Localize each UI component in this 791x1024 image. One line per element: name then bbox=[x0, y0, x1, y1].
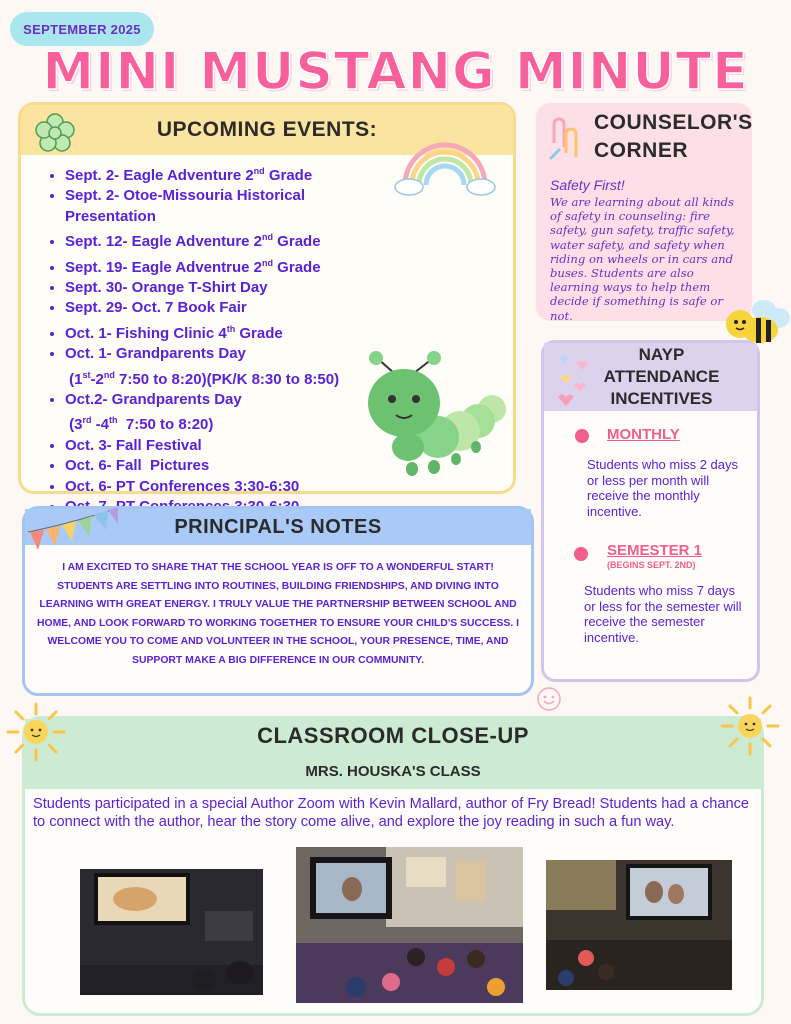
sun-icon bbox=[4, 700, 68, 764]
list-item: • Oct. 6- Fall Pictures bbox=[65, 456, 513, 476]
bunting-icon bbox=[28, 506, 120, 554]
hearts-icon bbox=[550, 349, 594, 409]
nayp-title: NAYP ATTENDANCE INCENTIVES bbox=[544, 343, 757, 411]
list-item: • Sept. 29- Oct. 7 Book Fair bbox=[65, 298, 513, 318]
counselor-title: COUNSELOR'S CORNER bbox=[594, 111, 753, 162]
flower-icon bbox=[35, 113, 75, 153]
upcoming-events-panel bbox=[18, 102, 516, 494]
counselor-subtitle: Safety First! bbox=[550, 177, 625, 193]
classroom-subtitle: MRS. HOUSKA'S CLASS bbox=[305, 763, 481, 780]
sun-icon bbox=[718, 694, 782, 758]
classroom-title: CLASSROOM CLOSE-UP bbox=[257, 723, 529, 748]
list-item: • Oct. 1- Grandparents Day (1st-2nd 7:50 to 8:20)(PK/K 8:30 to 8:50) bbox=[65, 344, 513, 390]
rainbow-icon bbox=[389, 139, 501, 199]
list-item: • Sept. 2- Otoe-Missouria Historical Presentation bbox=[65, 186, 513, 227]
classroom-text: Students participated in a special Author Zoom with Kevin Mallard, author of Fry Bread! Students had a chance to connect with the author, hear the story come alive, and explore the joy reading in such a fun way. bbox=[33, 796, 749, 830]
counselor-text: We are learning about all kinds of safety in counseling: fire safety, gun safety, traffic safety, water safety, and safety when riding on wheels or in cars and buses. Students are also learning ways to help them decide if something is safe or not. bbox=[550, 195, 735, 323]
list-item: • Sept. 19- Eagle Adventrue 2nd Grade bbox=[65, 253, 513, 278]
semester-note: (BEGINS SEPT. 2ND) bbox=[607, 560, 696, 570]
semester-bullet bbox=[574, 547, 588, 561]
classroom-closeup-panel bbox=[22, 716, 764, 1016]
date-pill: SEPTEMBER 2025 bbox=[10, 12, 154, 46]
upcoming-events-title: UPCOMING EVENTS: bbox=[21, 105, 513, 155]
newsletter-title: MINI MUSTANG MINUTE bbox=[42, 42, 749, 102]
semester-label: SEMESTER 1 bbox=[607, 542, 703, 559]
principal-title: PRINCIPAL'S NOTES bbox=[25, 509, 531, 545]
semester-text: Students who miss 7 days or less for the semester will receive the semester incentive. bbox=[584, 583, 742, 645]
list-item: • Oct. 1- Fishing Clinic 4th Grade bbox=[65, 319, 513, 344]
monthly-label: MONTHLY bbox=[607, 426, 680, 443]
list-item: • Oct. 3- Fall Festival bbox=[65, 436, 513, 456]
list-item: • Sept. 2- Eagle Adventure 2nd Grade bbox=[65, 161, 513, 186]
principal-text: I AM EXCITED TO SHARE THAT THE SCHOOL YEAR IS OFF TO A WONDERFUL START! STUDENTS ARE SETTLING INTO ROUTINES, BUILDING FRIENDSHIPS, AND DIVING INTO LEARNING WITH GREAT ENERGY. I TRULY VALUE THE PARTNERSHIP BETWEEN SCHOOL AND HOME, AND LOOK FORWARD TO WORKING TOGETHER TO ENSURE YOUR CHILD'S SUCCESS. I WELCOME YOU TO COME AND VOLUNTEER IN THE SCHOOL, YOUR PRESENCE, TIME, AND SUPPORT MAKE A BIG DIFFERENCE IN OUR COMMUNITY. bbox=[36, 562, 519, 666]
monthly-text: Students who miss 2 days or less per month will receive the monthly incentive. bbox=[587, 457, 739, 519]
class-photo-3 bbox=[546, 860, 732, 990]
nayp-attendance-panel bbox=[541, 340, 760, 682]
counselor-corner-panel bbox=[536, 103, 752, 321]
list-item: • Sept. 12- Eagle Adventure 2nd Grade bbox=[65, 227, 513, 252]
class-photo-2 bbox=[296, 847, 523, 1003]
monthly-bullet bbox=[575, 429, 589, 443]
class-photo-1 bbox=[80, 869, 263, 995]
list-item: • Oct. 6- PT Conferences 3:30-6:30 bbox=[65, 477, 513, 497]
smiley-icon bbox=[536, 686, 562, 712]
caterpillar-icon bbox=[356, 351, 506, 487]
paperclip-icon bbox=[544, 113, 590, 165]
list-item: • Sept. 30- Orange T-Shirt Day bbox=[65, 278, 513, 298]
list-item: • Oct.2- Grandparents Day (3rd -4th 7:50 to 8:20) bbox=[65, 390, 513, 436]
